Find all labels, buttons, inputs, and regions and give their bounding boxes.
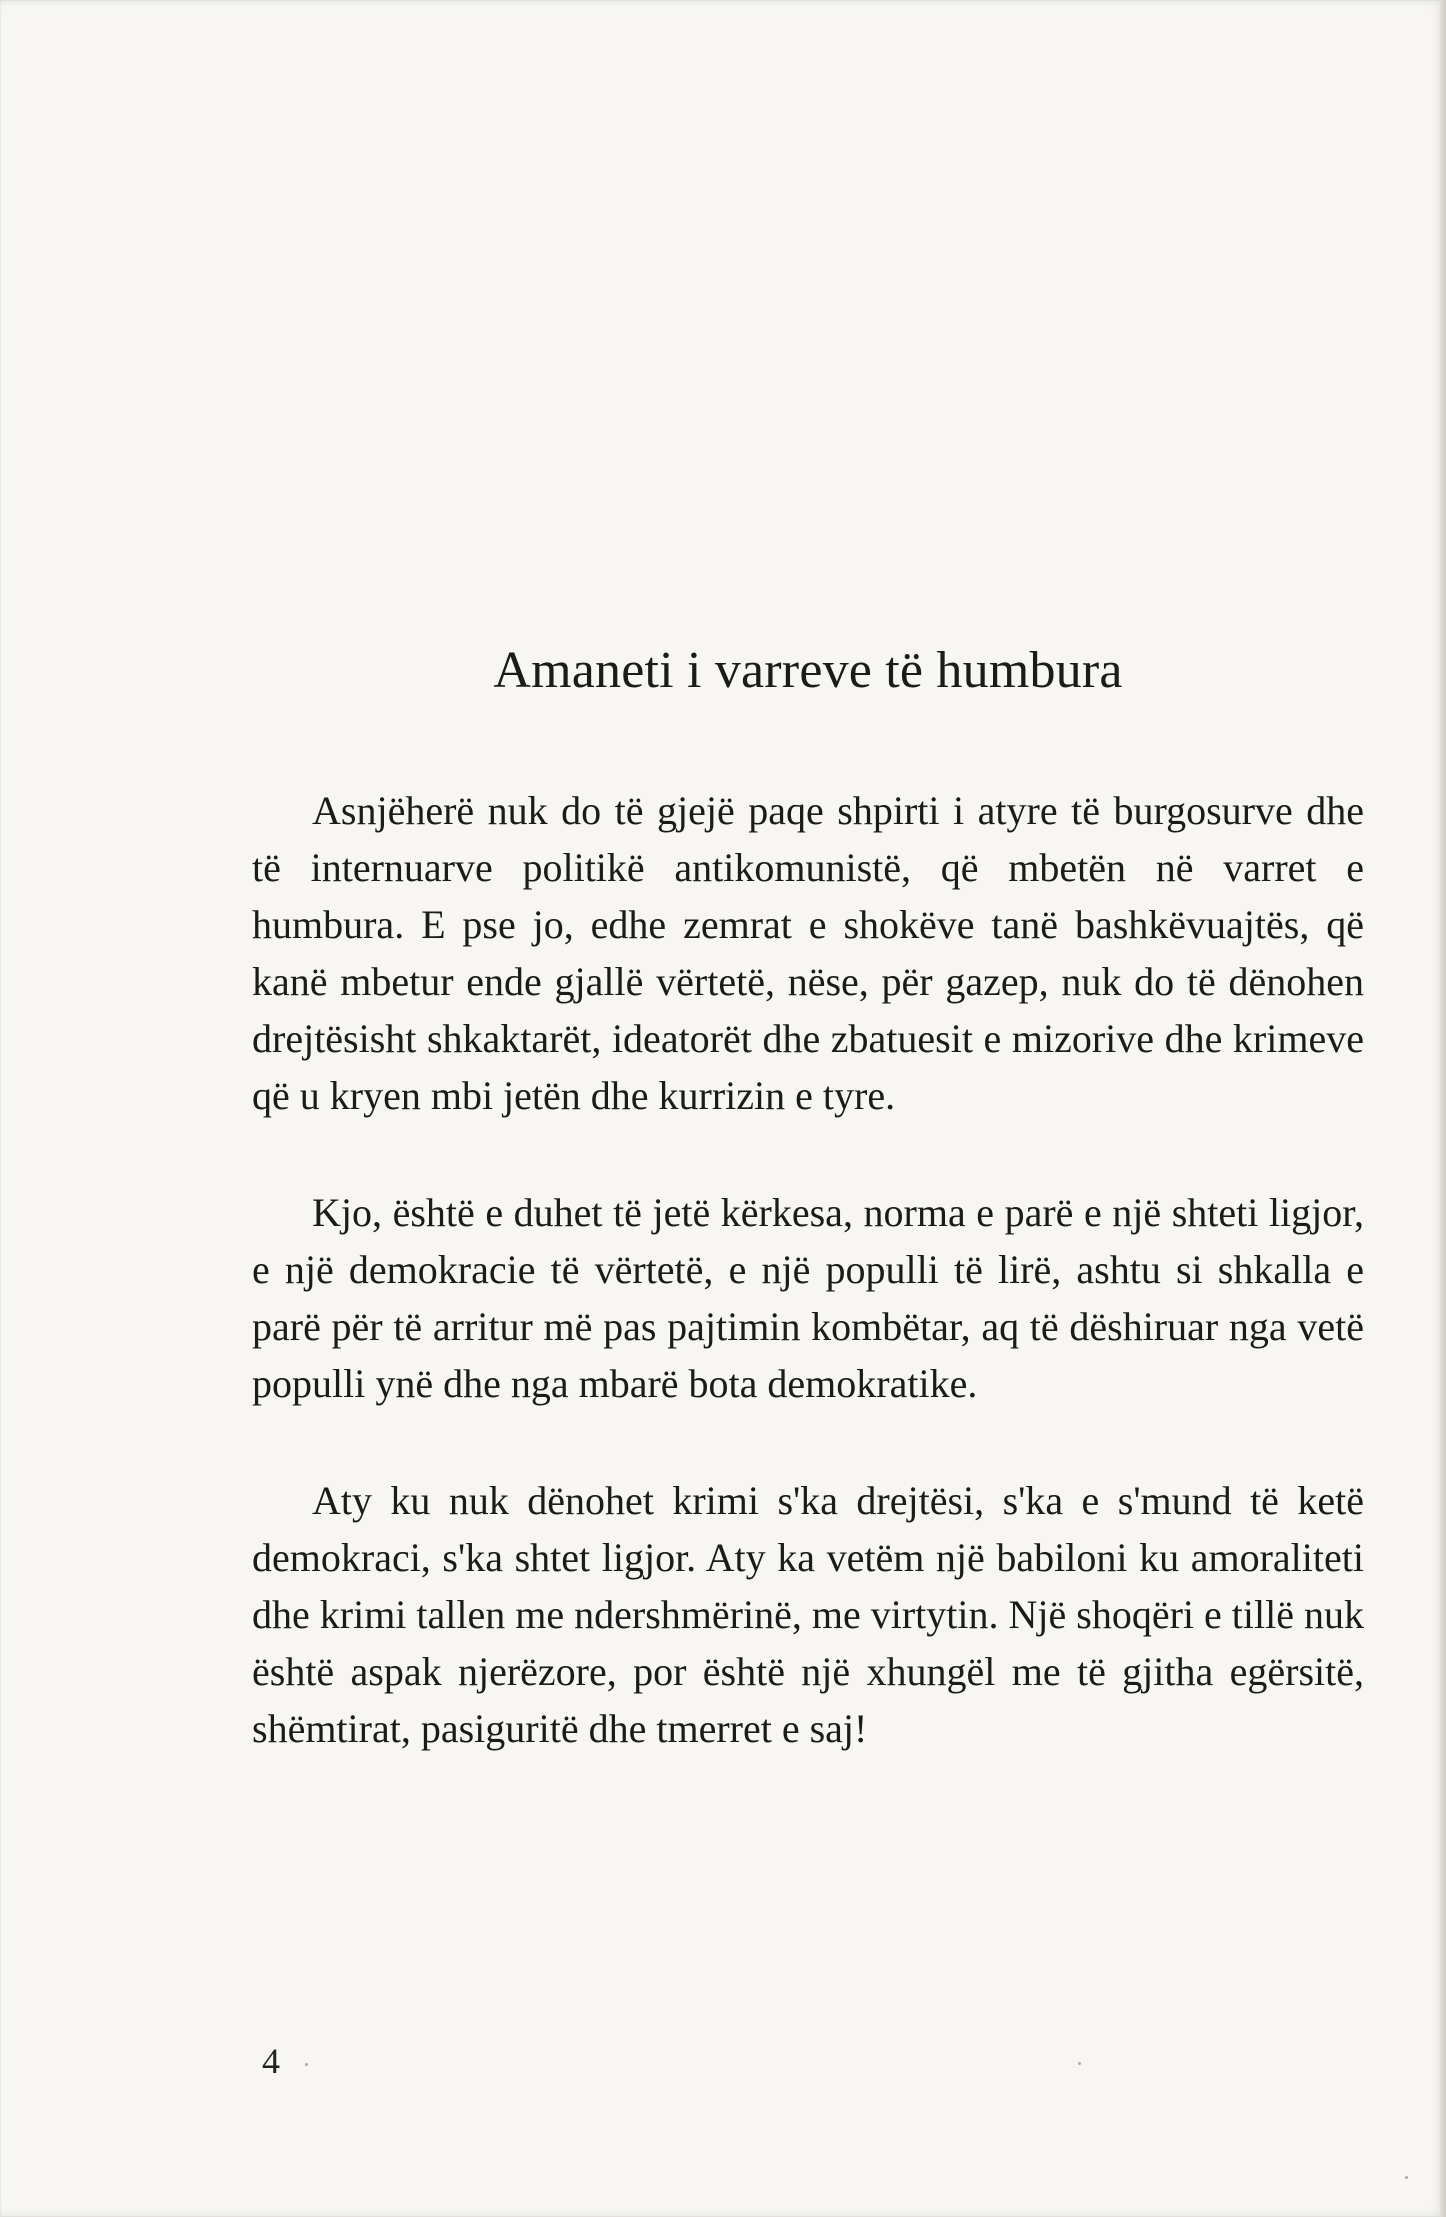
scan-speck: [1078, 2062, 1081, 2065]
scan-speck: [305, 2063, 308, 2066]
page-content: [252, 640, 1364, 1757]
paragraph-1: Asnjëherë nuk do të gjejë paqe shpirti i atyre të burgosurve dhe të internuarve politikë antikomunistë, që mbetën në varret e humbura. E pse jo, edhe zemrat e shokëve tanë bashkëvuajtës, që kanë mbetur ende gjallë vërtetë, nëse, për gazep, nuk do të dënohen drejtësisht shkaktarët, ideatorët dhe zbatuesit e mizorive dhe krimeve që u kryen mbi jetën dhe kurrizin e tyre.: [252, 788, 1364, 1119]
page-number: 4: [262, 2041, 280, 2081]
paragraph-3: Aty ku nuk dënohet krimi s'ka drejtësi, s'ka e s'mund të ketë demokraci, s'ka shtet ligjor. Aty ka vetëm një babiloni ku amoraliteti dhe krimi tallen me ndershmërinë, me virtytin. Një shoqëri e tillë nuk është aspak njerëzore, por është një xhungël me të gjitha egërsitë, shëmtirat, pasiguritë dhe tmerret e saj!: [252, 1478, 1364, 1752]
scan-speck: [1405, 2176, 1408, 2179]
page-edge: [1440, 0, 1446, 2217]
paragraph-2: Kjo, është e duhet të jetë kërkesa, norma e parë e një shteti ligjor, e një demokracie të vërtetë, e një populli të lirë, ashtu si shkalla e parë për të arritur më pas pajtimin kombëtar, aq të dëshiruar nga vetë populli ynë dhe nga mbarë bota demokratike.: [252, 1190, 1364, 1407]
chapter-title: Amaneti i varreve të humbura: [493, 642, 1123, 699]
